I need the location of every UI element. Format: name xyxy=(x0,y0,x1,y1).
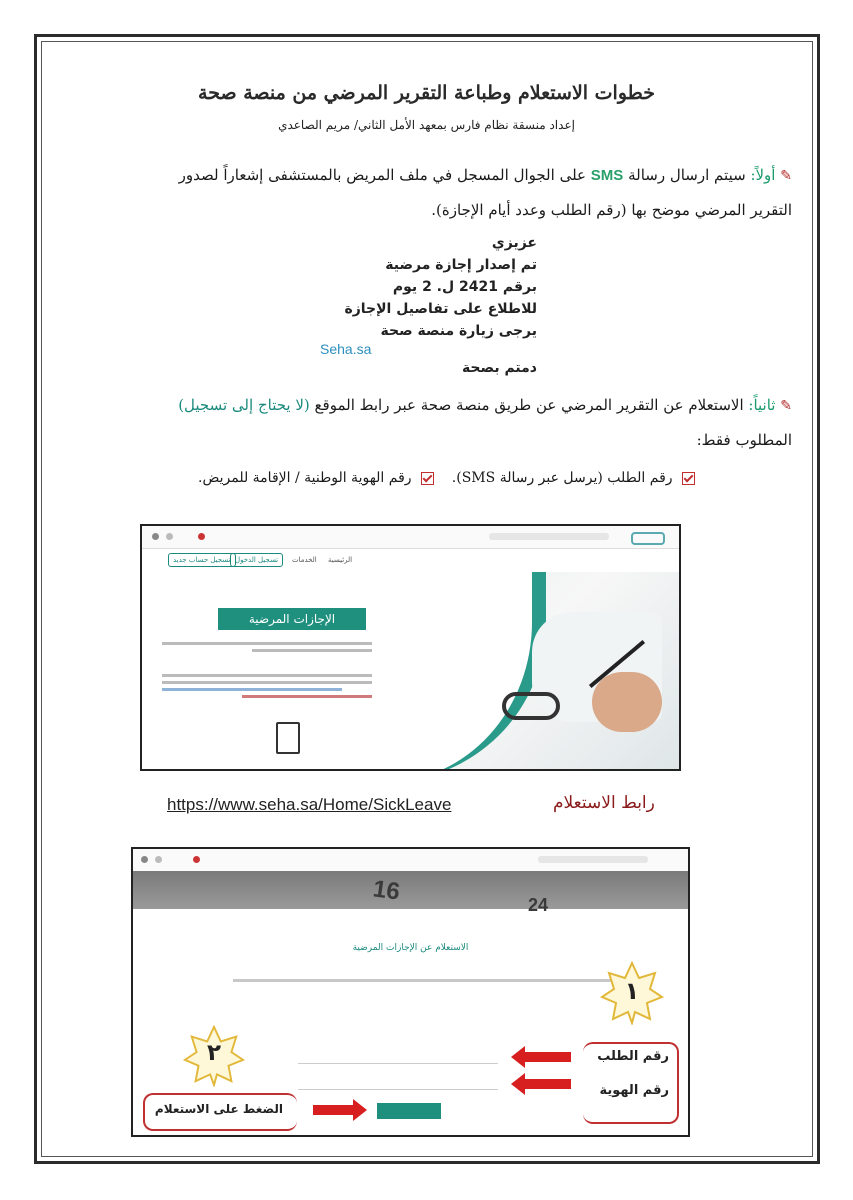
intro-text-lines xyxy=(162,638,372,698)
requirements xyxy=(140,470,695,486)
url-label: رابط الاستعلام xyxy=(553,793,655,813)
step1-text-a: سيتم ارسال رسالة xyxy=(628,166,746,184)
document-subtitle: إعداد منسقة نظام فارس بمعهد الأمل الثاني/ مريم الصاعدي xyxy=(278,118,575,132)
sms-message xyxy=(344,232,537,342)
inquiry-submit-button[interactable] xyxy=(377,1103,441,1119)
document-icon xyxy=(276,722,300,754)
id-number-input[interactable] xyxy=(298,1071,498,1090)
seha-link[interactable]: Seha.sa xyxy=(320,341,372,357)
browser-url-bar xyxy=(538,856,648,863)
browser-bar xyxy=(142,526,679,549)
calendar-number-1: 16 xyxy=(371,875,402,906)
step-1-number: ١ xyxy=(624,977,640,1005)
sms-line-5: يرجى زيارة منصة صحة xyxy=(380,323,537,339)
step1-paragraph xyxy=(60,158,792,227)
checkbox-icon xyxy=(421,472,434,485)
pen-bullet-icon: ✎ xyxy=(780,168,792,184)
sms-line-3: برقم 2421 ل. 2 يوم xyxy=(392,279,537,295)
inquiry-description xyxy=(233,979,633,982)
browser-url-bar xyxy=(489,533,609,540)
requirement-2: رقم الهوية الوطنية / الإقامة للمريض. xyxy=(198,470,412,486)
btn-register[interactable]: تسجيل حساب جديد xyxy=(168,553,236,567)
sick-leave-banner: الإجازات المرضية xyxy=(218,608,366,630)
step2-paragraph xyxy=(60,388,792,457)
inquiry-page-screenshot xyxy=(131,847,690,1137)
step1-lead: أولاً: xyxy=(750,166,776,184)
inquiry-heading: الاستعلام عن الإجازات المرضية xyxy=(352,943,469,953)
arrow-to-id-field xyxy=(525,1079,571,1089)
btn-login[interactable]: تسجيل الدخول xyxy=(230,553,283,567)
sick-leave-url[interactable]: https://www.seha.sa/Home/SickLeave xyxy=(167,795,452,814)
calendar-number-2: 24 xyxy=(528,895,549,915)
step-2-number: ٢ xyxy=(206,1040,222,1066)
browser-bar xyxy=(133,849,688,872)
arrow-to-request-field xyxy=(525,1052,571,1062)
sms-line-1: عزيزي xyxy=(491,235,537,251)
step1-line2: التقرير المرضي موضح بها (رقم الطلب وعدد أيام الإجازة). xyxy=(431,201,792,219)
seha-logo xyxy=(631,532,665,545)
step2-lead: ثانياً: xyxy=(748,396,776,414)
calendar-header-image xyxy=(133,871,688,915)
step2-line2: المطلوب فقط: xyxy=(696,431,792,449)
checkbox-icon xyxy=(682,472,695,485)
sms-line-4: للاطلاع على تفاصيل الإجازة xyxy=(344,301,537,317)
arrow-to-submit xyxy=(313,1105,353,1115)
document-title: خطوات الاستعلام وطباعة التقرير المرضي من منصة صحة xyxy=(198,82,655,104)
nav-home[interactable]: الرئيسية xyxy=(328,556,353,564)
requirement-1: رقم الطلب (يرسل عبر رسالة SMS). xyxy=(451,470,673,486)
nav-services[interactable]: الخدمات xyxy=(292,556,317,564)
request-number-input[interactable] xyxy=(298,1045,498,1064)
pen-bullet-icon: ✎ xyxy=(780,398,792,414)
doctor-illustration xyxy=(382,572,680,769)
step2-text: الاستعلام عن التقرير المرضي عن طريق منصة صحة عبر رابط الموقع xyxy=(314,396,744,414)
label-click-inquiry: الضغط على الاستعلام xyxy=(154,1102,283,1116)
label-id-number: رقم الهوية xyxy=(599,1083,669,1098)
sms-line-6: دمتم بصحة xyxy=(461,360,537,376)
step1-text-b: على الجوال المسجل في ملف المريض بالمستشفى إشعاراً لصدور xyxy=(178,166,586,184)
label-request-number: رقم الطلب xyxy=(597,1049,669,1064)
seha-site-screenshot xyxy=(140,524,681,771)
sms-line-2: تم إصدار إجازة مرضية xyxy=(385,257,537,273)
step2-note: (لا يحتاج إلى تسجيل) xyxy=(178,396,310,414)
sms-label: SMS xyxy=(590,167,624,184)
